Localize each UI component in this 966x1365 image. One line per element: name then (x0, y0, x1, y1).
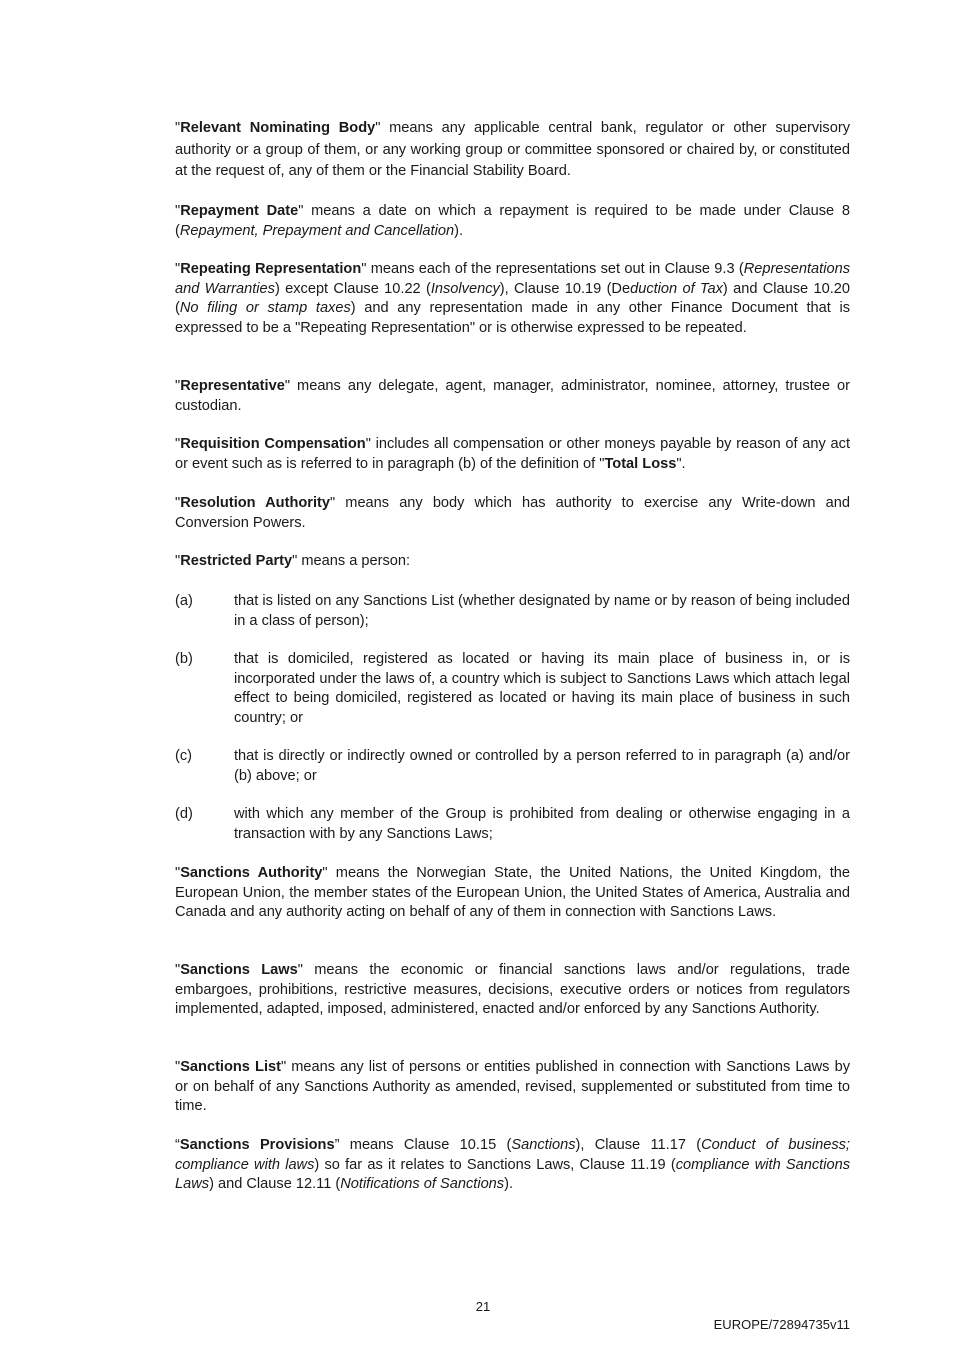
definition-sanctions-authority: "Sanctions Authority" means the Norwegian State, the United Nations, the United Kingdom, the European Union, the member states of the European Union, the United States of America, Australia and Canada and any authority acting on behalf of any of them in connection with Sanctions Laws. (175, 865, 850, 920)
list-item-label: (d) (175, 806, 193, 822)
term: Requisition Compensation (180, 436, 366, 452)
term: Sanctions List (180, 1059, 281, 1075)
term: Sanctions Provisions (179, 1137, 335, 1153)
term: Repayment Date (180, 203, 299, 219)
list-item (175, 747, 850, 786)
definition-resolution-authority: "Resolution Authority" means any body which has authority to exercise any Write-down and Conversion Powers. (175, 495, 850, 531)
term: Repeating Representation (180, 261, 362, 277)
list-item (175, 592, 850, 631)
definition-repayment-date: "Repayment Date" means a date on which a repayment is required to be made under Clause 8 (Repayment, Prepayment and Cancellation). (175, 203, 850, 239)
list-item-text: with which any member of the Group is prohibited from dealing or otherwise engaging in a transaction with by any Sanctions Laws; (234, 806, 850, 842)
term: Resolution Authority (180, 495, 330, 511)
definition-sanctions-list: "Sanctions List" means any list of persons or entities published in connection with Sanctions Laws by or on behalf of any Sanctions Authority as amended, revised, supplemented or substituted from time to time. (175, 1059, 850, 1114)
definition-relevant-nominating-body: "Relevant Nominating Body" means any applicable central bank, regulator or other supervisory authority or a group of them, or any working group or committee sponsored or chaired by, or constituted at the request of, any of them or the Financial Stability Board. (175, 120, 850, 179)
list-item-label: (a) (175, 593, 193, 609)
definition-sanctions-provisions: “Sanctions Provisions” means Clause 10.15 (Sanctions), Clause 11.17 (Conduct of business; compliance with laws) so far as it relates to Sanctions Laws, Clause 11.19 (compliance with Sanctions Laws) and Clause 12.11 (Notifications of Sanctions). (175, 1137, 851, 1192)
list-item-label: (b) (175, 651, 193, 667)
definition-requisition-compensation: "Requisition Compensation" includes all compensation or other moneys payable by reason of any act or event such as is referred to in paragraph (b) of the definition of "Total Loss". (175, 436, 851, 472)
list-item-text: that is listed on any Sanctions List (whether designated by name or by reason of being included in a class of person); (234, 593, 850, 629)
list-item (175, 805, 850, 844)
list-item-text: that is directly or indirectly owned or controlled by a person referred to in paragraph (a) and/or (b) above; or (234, 748, 850, 784)
definition-repeating-representation: "Repeating Representation" means each of the representations set out in Clause 9.3 (Representations and Warranties) except Clause 10.22 (Insolvency), Clause 10.19 (Deduction of Tax) and Clause 10.20 (No filing or stamp taxes) and any representation made in any other Finance Document that is expressed to be a "Repeating Representation" or is otherwise expressed to be repeated. (175, 261, 850, 336)
definition-restricted-party: "Restricted Party" means a person: (175, 553, 411, 569)
page-number: 21 (475, 1299, 491, 1314)
definition-representative: "Representative" means any delegate, agent, manager, administrator, nominee, attorney, trustee or custodian. (175, 378, 850, 414)
term: Sanctions Laws (180, 962, 298, 978)
list-item-label: (c) (175, 748, 193, 764)
document-reference: EUROPE/72894735v11 (713, 1317, 850, 1332)
definition-sanctions-laws: "Sanctions Laws" means the economic or financial sanctions laws and/or regulations, trade embargoes, prohibitions, restrictive measures, decisions, executive orders or notices from regulators implemented, adapted, imposed, administered, enacted and/or enforced by any Sanctions Authority. (175, 962, 850, 1017)
list-item-text: that is domiciled, registered as located or having its main place of business in, or is incorporated under the laws of, a country which is subject to Sanctions Laws which attach legal effect to being domiciled, registered as located or having its main place of business in such country; or (234, 651, 850, 726)
term: Relevant Nominating Body (180, 120, 376, 136)
term: Restricted Party (180, 553, 293, 569)
term: Representative (180, 378, 285, 394)
list-item (175, 650, 850, 728)
term: Sanctions Authority (180, 865, 323, 881)
